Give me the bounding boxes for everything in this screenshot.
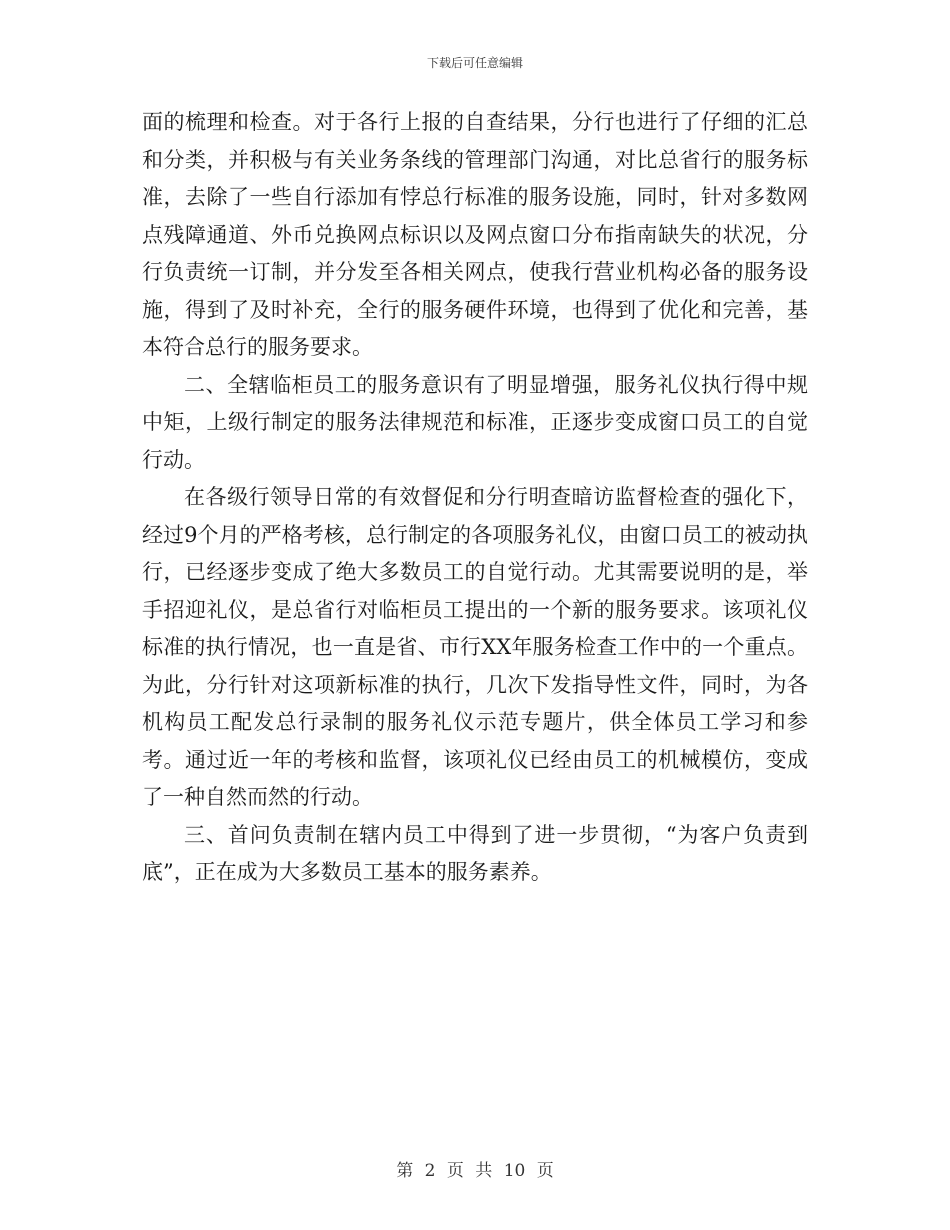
page-number-footer: 第 2 页 共 10 页 — [396, 1161, 554, 1181]
paragraph-section-two-heading: 二、全辖临柜员工的服务意识有了明显增强，服务礼仪执行得中规中矩，上级行制定的服务法律规范和标准，正逐步变成窗口员工的自觉行动。 — [142, 372, 808, 472]
paragraph-section-three-heading: 三、首问负责制在辖内员工中得到了进一步贯彻，“为客户负责到底”，正在成为大多数员工基本的服务素养。 — [142, 822, 808, 884]
paragraph-continued: 面的梳理和检查。对于各行上报的自查结果，分行也进行了仔细的汇总和分类，并积极与有关业务条线的管理部门沟通，对比总省行的服务标准，去除了一些自行添加有悖总行标准的服务设施，同时，针对多数网点残障通道、外币兑换网点标识以及网点窗口分布指南缺失的状况，分行负责统一订制，并分发至各相关网点，使我行营业机构必备的服务设施，得到了及时补充，全行的服务硬件环境，也得到了优化和完善，基本符合总行的服务要求。 — [142, 110, 808, 359]
paragraph-section-two-body: 在各级行领导日常的有效督促和分行明查暗访监督检查的强化下，经过9个月的严格考核，总行制定的各项服务礼仪，由窗口员工的被动执行，已经逐步变成了绝大多数员工的自觉行动。尤其需要说明的是，举手招迎礼仪，是总省行对临柜员工提出的一个新的服务要求。该项礼仪标准的执行情况，也一直是省、市行XX年服务检查工作中的一个重点。为此，分行针对这项新标准的执行，几次下发指导性文件，同时，为各机构员工配发总行录制的服务礼仪示范专题片，供全体员工学习和参考。通过近一年的考核和监督，该项礼仪已经由员工的机械模仿，变成了一种自然而然的行动。 — [142, 485, 808, 809]
page-header: 下载后可任意编辑 — [426, 56, 523, 70]
document-body — [142, 104, 808, 892]
